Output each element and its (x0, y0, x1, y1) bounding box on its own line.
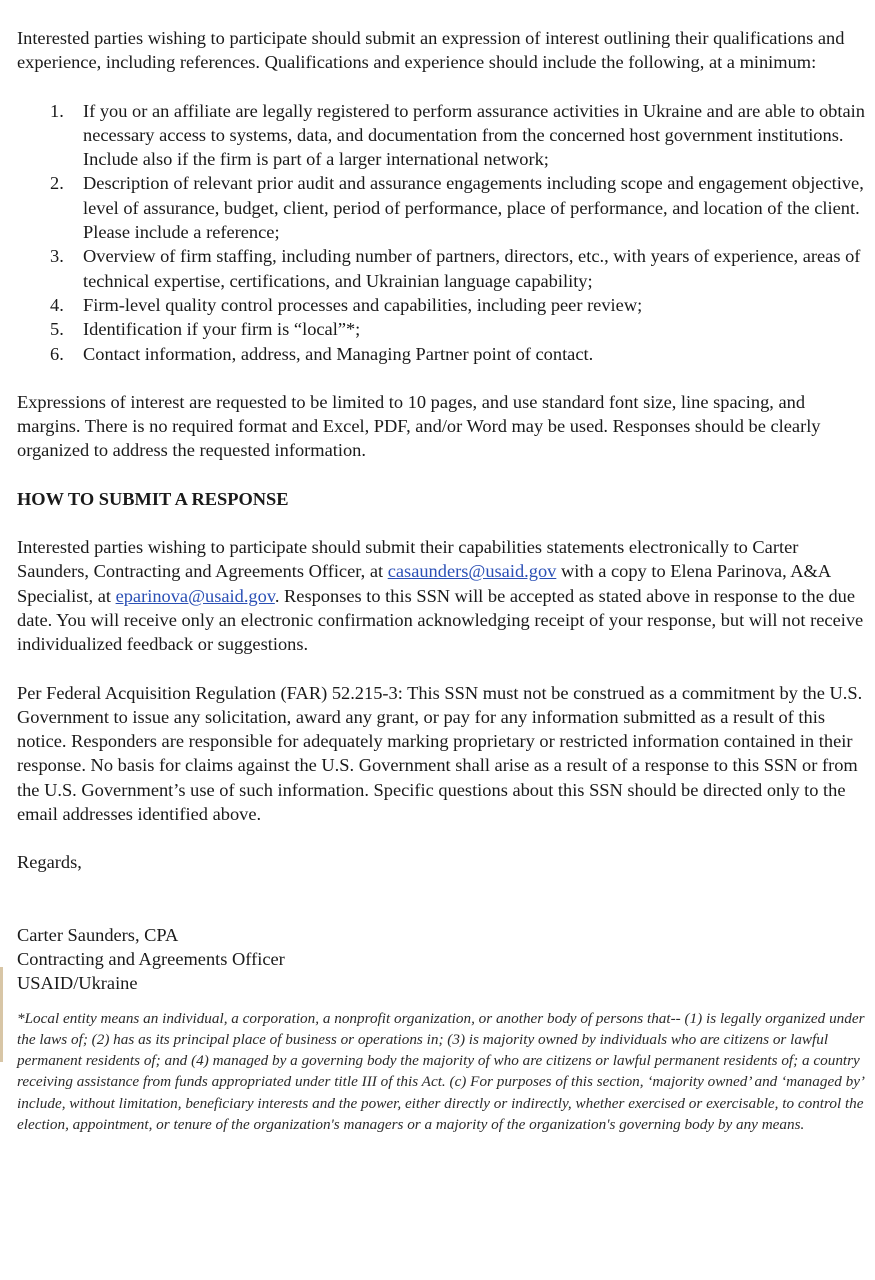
list-item (17, 342, 867, 366)
footnote-local-entity: *Local entity means an individual, a corporation, a nonprofit organization, or another body of persons that-- (1) is legally organized under the laws of; (2) has as its principal place of business or operations in; (3) is majority owned by individuals who are citizens or lawful permanent residents of; and (4) managed by a governing body the majority of who are citizens or lawful permanent residents of; a country receiving assistance from funds appropriated under title III of this Act. (c) For purposes of this section, ‘majority owned’ and ‘managed by’ include, without limitation, beneficiary interests and the power, either directly or indirectly, whether exercised or exercisable, to control the election, appointment, or tenure of the organization's managers or a majority of the organization's governing body by any means. (17, 1009, 865, 1133)
format-paragraph: Expressions of interest are requested to be limited to 10 pages, and use standard font size, line spacing, and margins. There is no required format and Excel, PDF, and/or Word may be used. Responses should be clearly organized to address the requested information. (17, 391, 821, 461)
list-item (17, 293, 867, 317)
requirements-list (17, 99, 867, 366)
list-number: 6. (50, 343, 64, 364)
list-item (17, 244, 867, 293)
list-number: 5. (50, 319, 64, 340)
submit-heading: HOW TO SUBMIT A RESPONSE (17, 488, 289, 509)
list-item-text: Firm-level quality control processes and capabilities, including peer review; (83, 294, 643, 315)
document-page (17, 26, 867, 1135)
list-item (17, 171, 867, 244)
signature-org: USAID/Ukraine (17, 973, 138, 994)
email-link-casaunders[interactable]: casaunders@usaid.gov (387, 561, 557, 582)
far-paragraph: Per Federal Acquisition Regulation (FAR) 52.215-3: This SSN must not be construed as a commitment by the U.S. Government to issue any solicitation, award any grant, or pay for any information submitted as a result of this notice. Responders are responsible for adequately marking proprietary or restricted information contained in their response. No basis for claims against the U.S. Government shall arise as a result of a response to this SSN or from the U.S. Government’s use of such information. Specific questions about this SSN should be directed only to the email addresses identified above. (17, 682, 863, 825)
signature-title: Contracting and Agreements Officer (17, 948, 285, 969)
signature-block (17, 923, 867, 996)
list-number: 3. (50, 246, 64, 267)
submit-paragraph (17, 535, 867, 656)
list-item-text: Description of relevant prior audit and assurance engagements including scope and engagement objective, level of assurance, budget, client, period of performance, place of performance, and location of the client. Please include a reference; (83, 173, 864, 243)
list-item-text: Contact information, address, and Managing Partner point of contact. (83, 343, 594, 364)
list-item (17, 99, 867, 172)
list-number: 1. (50, 100, 64, 121)
list-item-text: Identification if your firm is “local”*; (83, 319, 361, 340)
closing: Regards, (17, 852, 82, 873)
list-number: 2. (50, 173, 64, 194)
submit-text-3: . Responses to this SSN will be accepted as stated above in response to the due date. You will receive only an electronic confirmation acknowledging receipt of your response, but will not receive individualized feedback or suggestions. (17, 585, 864, 655)
intro-paragraph: Interested parties wishing to participate should submit an expression of interest outlining their qualifications and experience, including references. Qualifications and experience should include the following, at a minimum: (17, 28, 845, 73)
submit-text-1: Interested parties wishing to participate should submit their capabilities statements electronically to Carter Saunders, Contracting and Agreements Officer, at (17, 537, 799, 582)
email-link-eparinova[interactable]: eparinova@usaid.gov (115, 585, 275, 606)
list-number: 4. (50, 294, 64, 315)
list-item-text: If you or an affiliate are legally registered to perform assurance activities in Ukraine and are able to obtain necessary access to systems, data, and documentation from the concerned host government institutions. Include also if the firm is part of a larger international network; (83, 100, 865, 170)
list-item-text: Overview of firm staffing, including number of partners, directors, etc., with years of experience, areas of technical expertise, certifications, and Ukrainian language capability; (83, 246, 861, 291)
margin-change-bar (0, 967, 3, 1062)
signature-name: Carter Saunders, CPA (17, 924, 179, 945)
submit-text-2: with a copy to Elena Parinova, A&A Specialist, at (17, 561, 831, 606)
list-item (17, 317, 867, 341)
